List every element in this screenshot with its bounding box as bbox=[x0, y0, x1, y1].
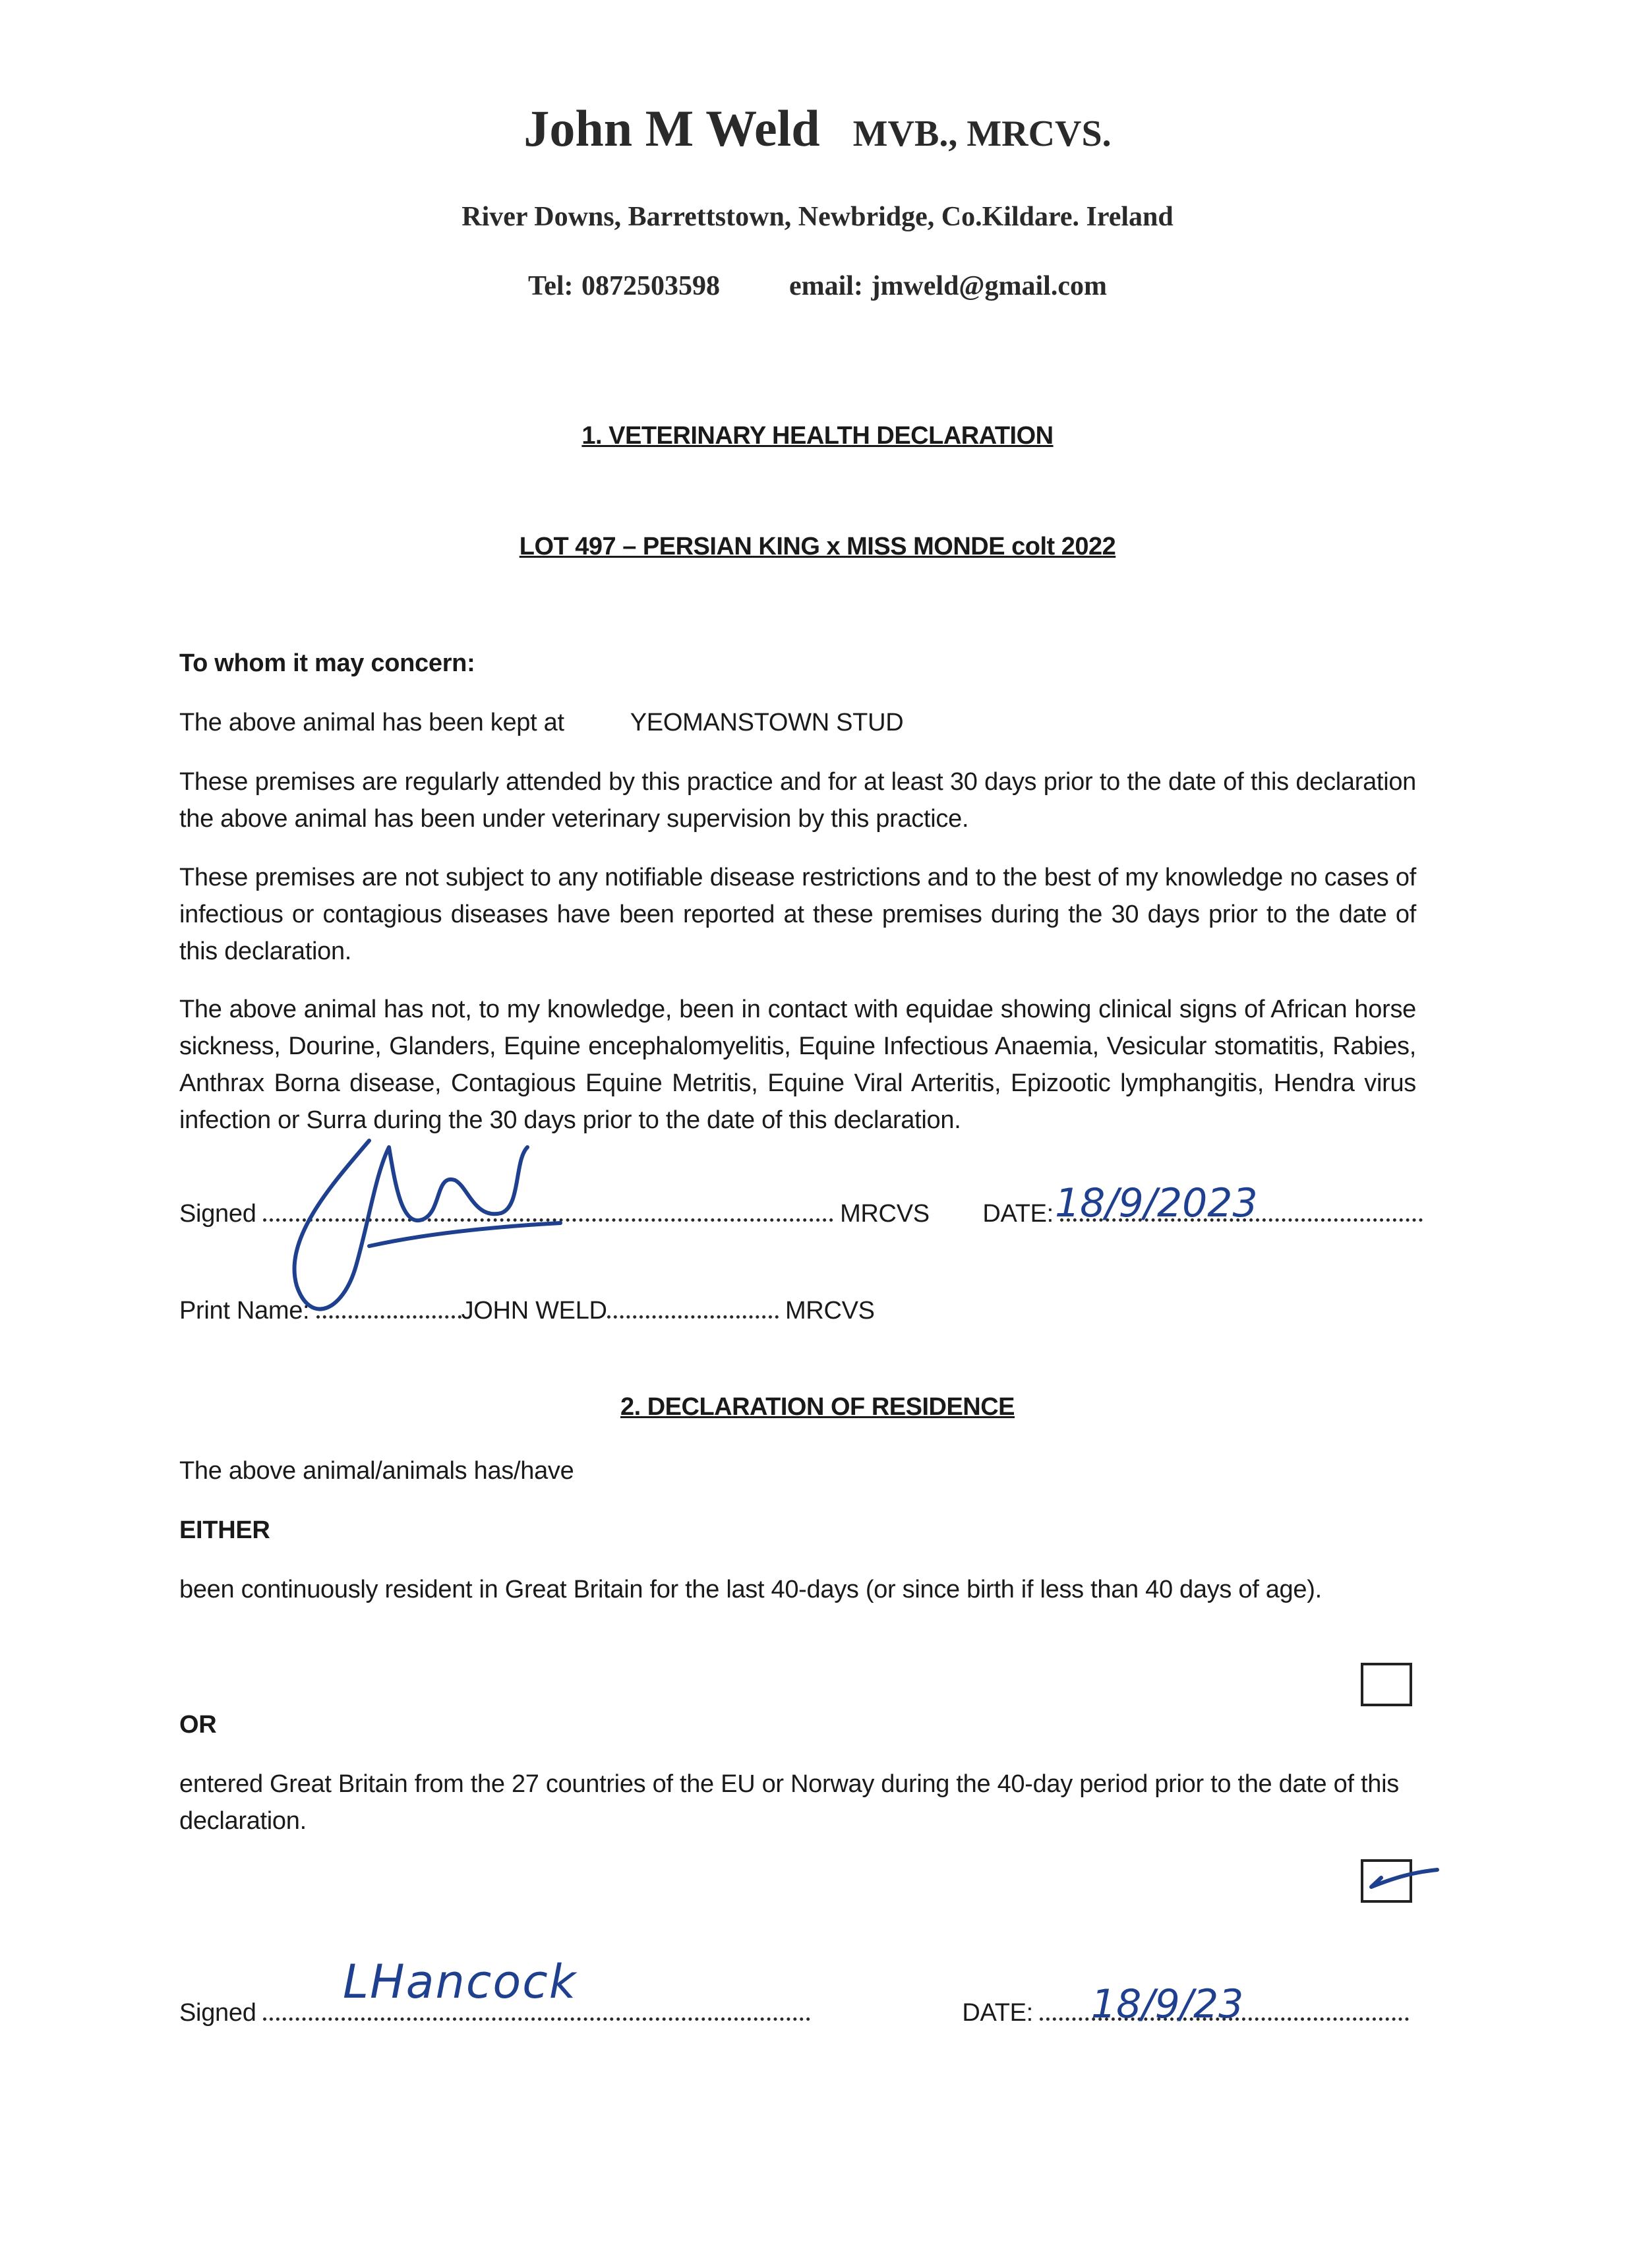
or-label: OR bbox=[179, 1711, 217, 1739]
section1-title: 1. VETERINARY HEALTH DECLARATION bbox=[581, 422, 1054, 450]
handwritten-date-2: 18/9/23 bbox=[1091, 1981, 1244, 2027]
section2-title: 2. DECLARATION OF RESIDENCE bbox=[620, 1393, 1015, 1421]
print-name-value: JOHN WELD bbox=[461, 1297, 607, 1325]
email-label: email: bbox=[789, 271, 863, 301]
handwritten-date-1: 18/9/2023 bbox=[1055, 1180, 1258, 1226]
residence-intro: The above animal/animals has/have bbox=[179, 1457, 574, 1485]
kept-at-label: The above animal has been kept at bbox=[179, 709, 564, 736]
lot-title: LOT 497 – PERSIAN KING x MISS MONDE colt 2022 bbox=[519, 533, 1116, 560]
signed-label: Signed bbox=[179, 1200, 256, 1228]
paragraph-premises: These premises are not subject to any notifiable disease restrictions and to the best of my knowledge no cases of infectious or contagious diseases have been reported at these premises during the 30 days prior to the date of this declaration. bbox=[179, 864, 1416, 965]
print-name-label: Print Name: bbox=[179, 1297, 310, 1325]
tel-number: 0872503598 bbox=[581, 271, 720, 301]
signed-label-2: Signed bbox=[179, 1999, 256, 2027]
mrcvs-label: MRCVS bbox=[840, 1200, 930, 1228]
email-address: jmweld@gmail.com bbox=[871, 271, 1107, 301]
kept-at-value: YEOMANSTOWN STUD bbox=[630, 709, 904, 736]
option1-text: been continuously resident in Great Britain for the last 40-days (or since birth if less than 40 days of age). bbox=[179, 1576, 1322, 1603]
date-label: DATE: bbox=[982, 1200, 1054, 1228]
either-label: EITHER bbox=[179, 1516, 270, 1544]
doctor-name: John M Weld bbox=[523, 100, 820, 157]
doctor-qualifications: MVB., MRCVS. bbox=[852, 113, 1112, 154]
paragraph-supervision: These premises are regularly attended by this practice and for at least 30 days prior to the date of this declaration the above animal has been under veterinary supervision by this practice. bbox=[179, 768, 1416, 833]
print-name-mrcvs: MRCVS bbox=[785, 1297, 875, 1325]
signature-mark-1 bbox=[295, 1141, 560, 1309]
option2-checkmark bbox=[1371, 1870, 1437, 1887]
date-label-2: DATE: bbox=[962, 1999, 1033, 2027]
salutation: To whom it may concern: bbox=[179, 649, 475, 677]
paragraph-diseases: The above animal has not, to my knowledge, been in contact with equidae showing clinical signs of African horse sickness, Dourine, Glanders, Equine encephalomyelitis, Equine Infectious Anaemia, Vesicular stomatitis, Rabies, Anthrax Borna disease, Contagious Equine Metritis, Equine Viral Arteritis, Epizootic lymphangitis, Hendra virus infection or Surra during the 30 days prior to the date of this declaration. bbox=[179, 996, 1416, 1134]
option2-text: entered Great Britain from the 27 countries of the EU or Norway during the 40-day period prior to the date of this declaration. bbox=[179, 1770, 1399, 1835]
practice-address: River Downs, Barrettstown, Newbridge, Co.Kildare. Ireland bbox=[461, 202, 1174, 232]
tel-label: Tel: bbox=[528, 271, 574, 301]
handwritten-signature-2: LHancock bbox=[343, 1955, 578, 2009]
